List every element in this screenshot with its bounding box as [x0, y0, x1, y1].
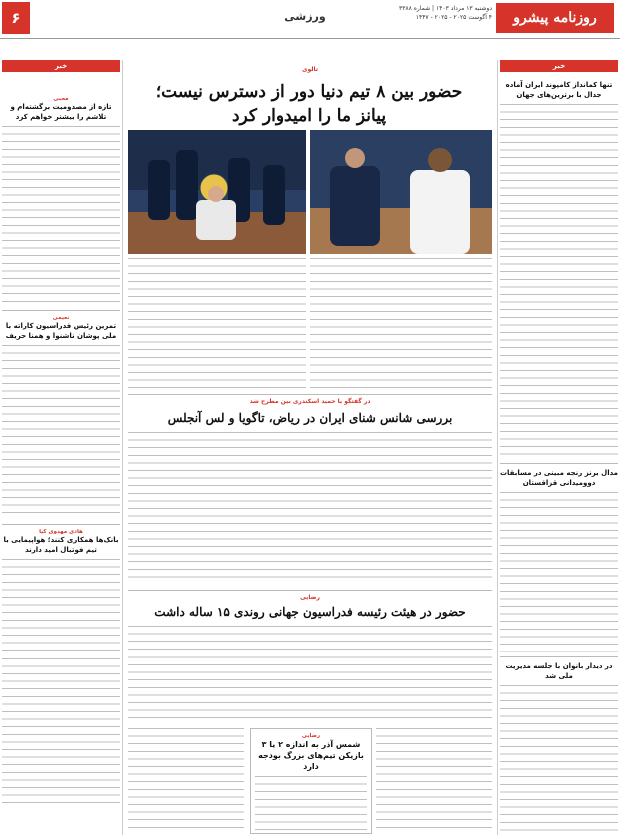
main-title-line-2: پیانز ما را امیدوار کرد: [231, 106, 387, 126]
left-h1-title: تازه از مصدومیت برگشته‌ام و تلاشم را بیشتر خواهم کرد: [10, 103, 112, 121]
left-separator-1: [2, 310, 120, 311]
date-line-1: دوشنبه ۱۳ مرداد ۱۴۰۳ | شماره ۳۳۸۸: [398, 5, 492, 12]
right-h2-body: [500, 492, 618, 652]
left-h1-kicker: محبی: [53, 96, 69, 102]
mid-separator: [128, 394, 492, 395]
right-h2-title: مدال برنز رنجه مبینی در مسابقات دوومیدانی قزاقستان: [500, 469, 618, 487]
volleyball-photo: [128, 130, 306, 254]
newspaper-logo: روزنامه پیشرو: [496, 3, 614, 33]
lower-separator: [128, 590, 492, 591]
main-story-body-right: [310, 258, 492, 388]
left-h3-kicker: هادی مهدوی کیا: [39, 529, 83, 535]
left-column: [2, 60, 120, 835]
main-story-kicker: تالوی: [301, 66, 319, 73]
right-separator-2: [500, 656, 618, 657]
header-divider: [0, 38, 620, 39]
bottom-body-left: [128, 728, 244, 832]
lower-story-body: [128, 626, 492, 722]
right-h1-body: [500, 104, 618, 459]
lower-story-kicker: رضایی: [300, 594, 320, 601]
mid-story-title: بررسی شانس شنای ایران در ریاض، تاگویا و لس آنجلس: [167, 411, 453, 425]
box-story: [250, 728, 372, 834]
left-h1-body: [2, 126, 120, 306]
date-line-2: ۴ آگوست ۲۰۲۵ - ۲۰۲۵ - ۱۴۴۷: [415, 14, 492, 21]
dateline: [399, 4, 492, 22]
box-story-title: شمس آذر به اندازه ۲ یا ۳ بازیکن تیم‌های بزرگ بودجه دارد: [258, 740, 364, 771]
right-separator-1: [500, 463, 618, 464]
main-story-body-left: [128, 258, 306, 388]
main-title-line-1: حضور بین ۸ تیم دنیا دور از دسترس نیست؛: [155, 82, 463, 102]
page-number: ۶: [2, 2, 30, 34]
right-column-tab: خبر: [500, 60, 618, 72]
right-h1-title: تنها کمانداز کامپوند ایران آماده جدال با برترین‌های جهان: [505, 81, 613, 99]
mid-story-body: [128, 432, 492, 582]
left-h2-body: [2, 345, 120, 520]
left-separator-2: [2, 524, 120, 525]
left-column-tab: خبر: [2, 60, 120, 72]
left-h2-title: تمرین رئیس فدراسیون کاراته با ملی پوشان ناشنوا و همنا حریف: [5, 322, 117, 340]
main-story-title: [128, 80, 490, 128]
left-h3-body: [2, 559, 120, 809]
box-story-body: [255, 776, 367, 832]
athletes-photo: [310, 130, 492, 254]
right-h3-body: [500, 685, 618, 835]
left-h2-kicker: نعیمی: [52, 315, 70, 321]
right-column: [500, 60, 618, 835]
left-column-rule: [122, 60, 123, 835]
mid-story-kicker: در گفتگو با حمید اسکندری بین مطرح شد: [249, 398, 371, 405]
box-story-kicker: رضایی: [301, 733, 321, 739]
section-title: ورزشی: [284, 10, 326, 23]
right-column-rule: [497, 60, 498, 835]
right-h3-title: در دیدار بانوان با جلسه مدیریت ملی شد: [505, 662, 613, 680]
left-h3-title: بانک‌ها همکاری کنند؛ هواپیمایی با تیم فوتبال امید دارند: [3, 536, 119, 554]
masthead: [0, 0, 620, 50]
bottom-body-right: [376, 728, 492, 832]
lower-story-title: حضور در هیئت رئیسه فدراسیون جهانی روندی ۱۵ ساله داشت: [154, 605, 466, 619]
